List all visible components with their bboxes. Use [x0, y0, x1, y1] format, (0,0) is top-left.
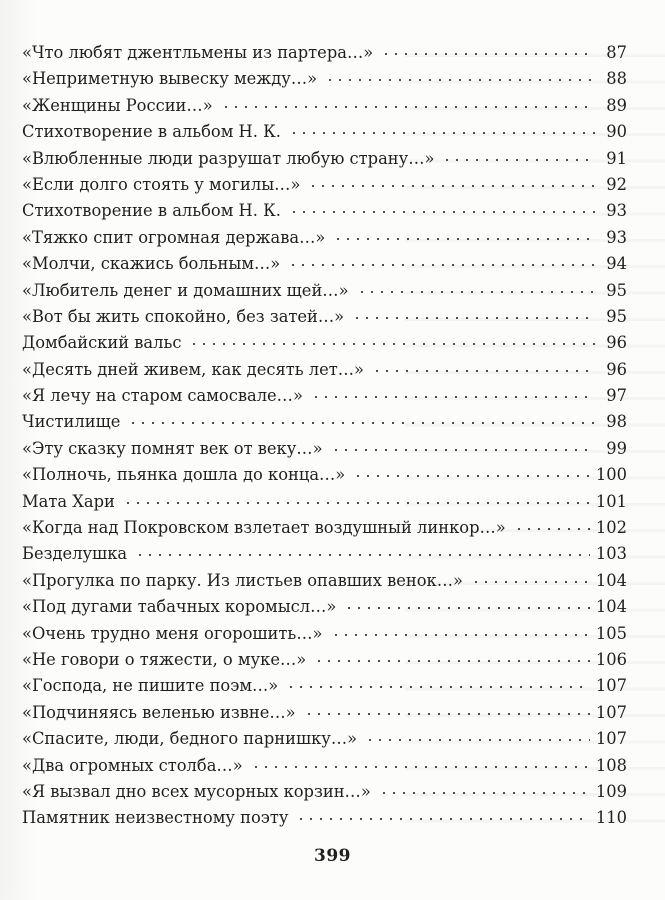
toc-entry-page: 99	[606, 438, 627, 458]
dot-leader	[333, 237, 595, 241]
toc-entry-title: Безделушка	[22, 544, 128, 564]
toc-entry-page: 107	[595, 729, 627, 749]
toc-entry-title: «Тяжко спит огромная держава…»	[22, 227, 326, 247]
dot-leader	[353, 474, 590, 478]
dot-leader	[135, 553, 590, 557]
toc-entry	[22, 515, 627, 541]
toc-entry-title: «Что любят джентльмены из партера…»	[22, 43, 374, 62]
dot-leader	[311, 395, 595, 399]
toc-entry-title: «Когда над Покровском взлетает воздушный линкор…»	[22, 518, 506, 538]
toc-entry	[22, 409, 627, 435]
toc-entry-page: 107	[595, 676, 627, 696]
dot-leader	[288, 263, 595, 267]
toc-entry-page: 88	[606, 69, 627, 89]
toc-entry	[22, 673, 627, 699]
toc-entry-title: «Прогулка по парку. Из листьев опавших венок…»	[22, 570, 463, 590]
toc-entry	[22, 779, 627, 805]
toc-entry	[22, 594, 627, 620]
toc-entry	[22, 278, 627, 304]
toc-entry	[22, 621, 627, 647]
toc-entry-title: «Влюбленные люди разрушат любую страну…»	[22, 148, 435, 168]
toc-entry-page: 96	[606, 333, 627, 353]
toc-entry	[22, 489, 627, 515]
toc-entry-title: «Молчи, скажись больным…»	[22, 254, 281, 274]
toc-entry-page: 94	[606, 254, 627, 274]
toc-entry	[22, 541, 627, 567]
toc-entry	[22, 198, 627, 224]
toc-entry-page: 104	[595, 570, 627, 590]
dot-leader	[331, 633, 590, 637]
dot-leader	[286, 685, 590, 689]
toc-entry	[22, 726, 627, 752]
dot-leader	[357, 290, 595, 294]
toc-entry-title: «Десять дней живем, как десять лет…»	[22, 359, 365, 379]
toc-entry-page: 101	[595, 491, 627, 511]
toc-entry-page: 89	[606, 95, 627, 115]
toc-entry-page: 87	[606, 43, 627, 62]
toc-entry-title: Памятник неизвестному поэту	[22, 808, 289, 828]
dot-leader	[296, 817, 589, 821]
toc-entry-page: 102	[595, 518, 627, 538]
toc-entry-page: 98	[606, 412, 627, 432]
toc-entry-page: 92	[606, 174, 627, 194]
toc-entry-page: 90	[606, 122, 627, 142]
toc-entry-page: 93	[606, 201, 627, 221]
toc-entry	[22, 225, 627, 251]
toc-entry	[22, 647, 627, 673]
toc-entry-title: Стихотворение в альбом Н. К.	[22, 201, 281, 221]
toc-entry-page: 110	[595, 808, 627, 828]
toc-entry	[22, 251, 627, 277]
toc-entry-title: «Под дугами табачных коромысл…»	[22, 597, 337, 617]
toc-entry-title: «Подчиняясь веленью извне…»	[22, 702, 296, 722]
dot-leader	[372, 369, 595, 373]
toc-entry-title: Домбайский вальс	[22, 333, 182, 353]
toc-entry-page: 95	[606, 306, 627, 326]
toc-entry-page: 106	[595, 649, 627, 669]
toc-entry-page: 104	[595, 597, 627, 617]
dot-leader	[221, 105, 595, 109]
toc-entry-title: Чистилище	[22, 412, 121, 432]
toc-entry-page: 100	[595, 465, 627, 485]
toc-entry-page: 95	[606, 280, 627, 300]
toc-entry	[22, 93, 627, 119]
toc-entry-page: 91	[606, 148, 627, 168]
toc-entry-title: «Я вызвал дно всех мусорных корзин…»	[22, 781, 371, 801]
toc-entry	[22, 146, 627, 172]
page-number: 399	[314, 846, 351, 866]
dot-leader	[352, 316, 595, 320]
toc-entry-title: «Неприметную вывеску между…»	[22, 69, 318, 89]
dot-leader	[128, 421, 595, 425]
toc-entry-page: 108	[595, 755, 627, 775]
toc-entry-title: Мата Хари	[22, 491, 115, 511]
dot-leader	[304, 712, 590, 716]
toc-entry	[22, 304, 627, 330]
toc-entry-page: 105	[595, 623, 627, 643]
toc-entry	[22, 700, 627, 726]
dot-leader	[314, 659, 590, 663]
toc-entry-title: Стихотворение в альбом Н. К.	[22, 122, 281, 142]
dot-leader	[379, 791, 590, 795]
table-of-contents	[22, 40, 627, 832]
dot-leader	[308, 184, 595, 188]
toc-entry	[22, 568, 627, 594]
toc-entry	[22, 40, 627, 66]
toc-entry-title: «Спасите, люди, бедного парнишку…»	[22, 729, 358, 749]
toc-entry-title: «Очень трудно меня огорошить…»	[22, 623, 323, 643]
toc-entry	[22, 753, 627, 779]
toc-entry	[22, 383, 627, 409]
toc-entry-title: «Полночь, пьянка дошла до конца…»	[22, 465, 346, 485]
toc-entry	[22, 805, 627, 831]
dot-leader	[251, 765, 590, 769]
toc-entry	[22, 172, 627, 198]
toc-entry-title: «Два огромных столба…»	[22, 755, 243, 775]
dot-leader	[325, 78, 595, 82]
toc-entry	[22, 436, 627, 462]
dot-leader	[189, 342, 595, 346]
toc-entry-title: «Любитель денег и домашних щей…»	[22, 280, 349, 300]
toc-entry-page: 97	[606, 386, 627, 406]
dot-leader	[381, 52, 595, 56]
dot-leader	[442, 158, 595, 162]
toc-entry	[22, 462, 627, 488]
toc-entry-title: «Вот бы жить спокойно, без затей…»	[22, 306, 345, 326]
dot-leader	[471, 580, 590, 584]
toc-entry	[22, 357, 627, 383]
toc-entry	[22, 66, 627, 92]
toc-entry-page: 107	[595, 702, 627, 722]
dot-leader	[123, 501, 590, 505]
toc-entry-page: 109	[595, 781, 627, 801]
dot-leader	[344, 606, 590, 610]
toc-entry-title: «Господа, не пишите поэм…»	[22, 676, 279, 696]
toc-entry-page: 96	[606, 359, 627, 379]
toc-entry-page: 103	[595, 544, 627, 564]
dot-leader	[365, 738, 590, 742]
dot-leader	[514, 527, 590, 531]
dot-leader	[289, 210, 595, 214]
toc-entry-title: «Если долго стоять у могилы…»	[22, 174, 301, 194]
toc-entry-title: «Не говори о тяжести, о муке…»	[22, 649, 307, 669]
toc-entry	[22, 330, 627, 356]
toc-entry-title: «Я лечу на старом самосвале…»	[22, 386, 303, 406]
dot-leader	[331, 448, 595, 452]
toc-entry-title: «Женщины России…»	[22, 95, 213, 115]
dot-leader	[289, 131, 595, 135]
toc-entry-page: 93	[606, 227, 627, 247]
toc-entry	[22, 119, 627, 145]
toc-entry-title: «Эту сказку помнят век от веку…»	[22, 438, 323, 458]
